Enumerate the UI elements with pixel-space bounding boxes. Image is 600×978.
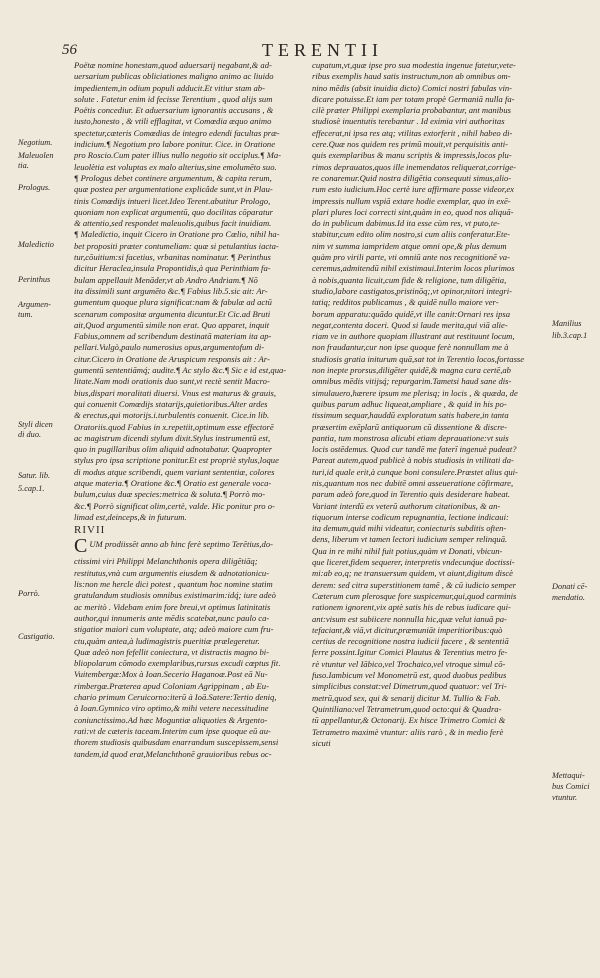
text-line: plari plures loci correcti sint,quàm in eo, quod nos aliquā- <box>312 206 514 217</box>
text-line: certius de recognitione nostra iudicii facere , & sententiā <box>312 636 509 647</box>
text-line: litate.Nam modi orationis duo sunt,vt rectè sentit Macro- <box>74 376 270 387</box>
text-line: & erectus,qui motorijs.i.turbulentis conuenit. Cice.in lib. <box>74 410 270 421</box>
text-line: bulam appellauit Menāder,vt ab Andro Andriam.¶ Nō <box>74 274 258 285</box>
text-line: studiosè inuentutis terebantur . Id eximia viri authoritas <box>312 116 505 127</box>
text-line: gumentū sententiāmq́; audite.¶ Ac stylo &c.¶ Sic e id est,qua- <box>74 365 287 376</box>
text-line: omnibus mēdis vitijsq́; repurgarim.Tametsi haud sane dis- <box>312 376 512 387</box>
margin-note: Negotium. <box>18 138 53 147</box>
text-line: fuso.Iambicum vel Monometrū est, quod duobus pedibus <box>312 670 507 681</box>
margin-note: Prologus. <box>18 183 51 192</box>
margin-note: tia. <box>18 161 29 170</box>
text-line: cupatum,vt,quæ ipse pro sua modestia ingenue fatetur,vete- <box>312 60 516 70</box>
text-line: studiosis gratia initurum quā,sat tot in Terentio locos,fortasse <box>312 353 525 364</box>
text-line: qui conuenit Comœdijs statarijs,quietioribus.Alter ardes <box>74 398 268 409</box>
text-line: author,qui innumeris ante mēdis scatebat,nunc paulo ca- <box>74 612 270 623</box>
text-line: chario primum Ceruicorno:iterū à Ioā.Satere:Tertio deniq, <box>74 692 277 703</box>
drop-capital: C <box>74 536 88 557</box>
text-line: Oratoriis.quod Fabius in x.repetiit,optimum esse effectorē <box>74 421 274 432</box>
text-line: cere.Quæ nos quidem res primū mouit,vt perquisitis anti- <box>312 139 508 150</box>
text-line: impressis nullum vspiā extare hodie exemplar, quo in exē- <box>312 195 511 206</box>
margin-note: 5.cap.1. <box>18 484 45 493</box>
margin-note: Styli dicen <box>18 420 53 429</box>
text-line: Quæ adeò non fefellit coniectura, vt distractis magno bi- <box>74 646 270 657</box>
left-text-column <box>74 60 302 760</box>
text-line: sicuti <box>312 737 331 748</box>
text-line: limad est,deinceps,& in futurum. <box>74 511 187 522</box>
text-line: derem: sed citra superstitionem tamē , & cū iudicio semper <box>312 579 516 590</box>
text-line: bet propositi præter contumeliam: quæ si petulantius iacta- <box>74 240 279 251</box>
text-line: re conaremur.Quid nostra diligētia consequuti simus,alio- <box>312 172 512 183</box>
text-line: atque materia.¶ Oratione &c.¶ Oratio est generale voca- <box>74 477 272 488</box>
running-title: TERENTII <box>262 40 383 60</box>
text-line: Variant interdū ex veterū authorum citationibus, & an- <box>312 500 501 511</box>
text-line: pro Roscio.Cum pater illius nullo negotio sit occiplus.¶ Ma- <box>74 150 282 161</box>
text-line: à nobis,quanta licuit,cum fide & religione, tum diligētia, <box>312 274 507 285</box>
margin-note: di duo. <box>18 430 42 439</box>
page-number: 56 <box>62 42 77 58</box>
text-line: thorem studiosis quibusdam enarrandum suscepissem,sensi <box>74 737 279 748</box>
text-line: tiquorum interse codicum repugnantia, lectione indicaui: <box>312 511 509 522</box>
text-line: indicium.¶ Negotium pro labore ponitur. Cice. in Oratione <box>74 139 276 150</box>
text-line <box>74 536 302 556</box>
text-line: lis:non me hercle dici potest , quantum hoc nomine statim <box>74 579 273 590</box>
text-line: Cæterum cum plerosque fore suspicemur,qui,quod carminis <box>312 590 517 601</box>
text-line: bliopolarum cōmodo exemplaribus,rursus excudi cœptus fit. <box>74 658 281 669</box>
text-line: ¶ Prologus debet continere argumentum, & capita rerum, <box>74 172 272 183</box>
text-line: citur.Cicero in Oratione de Aruspicum responsis ait : Ar- <box>74 353 270 364</box>
text-line: restitutus,vnà cum argumentis eiusdem & adnotationicu- <box>74 567 270 578</box>
text-line: rum esto iudicium.Hoc certè iure affirmare posse videor,ex <box>312 184 514 195</box>
text-line: scenarum compositæ argumenta dicuntur.Et Cic.ad Bruti <box>74 308 271 319</box>
text-line: ita demum,quid mihi videatur, coniecturis subditis often- <box>312 523 507 534</box>
text-line: tefaciant,& viā,vt dicitur,præmuniāt imperitioribus:quò <box>312 624 503 635</box>
text-line: non inepte prorsus,diligēter quidē,& magna cura certē,ab <box>312 365 511 376</box>
text-line: cilè præter Philippi exemplaria probabantur, ant manibus <box>312 105 511 116</box>
text-line: effecerat,ni ipsa res atq; vtilitas extorferit , nihil habeo di- <box>312 127 513 138</box>
text-line: quis exemplaribus & manu scriptis & impressis,locos plu- <box>312 150 512 161</box>
text-line: pellari.Vulgò,paulo numerosius opus,argumentofum di- <box>74 342 265 353</box>
margin-note: mendatio. <box>552 593 585 602</box>
text-line: quibus parum adhuc liqueat,ampliare , & quid in his po- <box>312 398 507 409</box>
text-line: à Ioan.Gymnico viro optimo,& mihi vetere necessitudine <box>74 703 269 714</box>
text-line: que liceret,fidem sequerer, interpretis vndecunq́ue doctissi- <box>312 557 515 568</box>
text-line: rimos deprauatos,quos ille inemendatos reliquerat,corrige- <box>312 161 517 172</box>
text-line: parum adeò fore,quod in Terentio quis desiderare habeat. <box>312 489 511 500</box>
text-line: rati:vt de cæteris taceam.Interim cum ipse quoque eū au- <box>74 725 271 736</box>
text-line: rimbergæ.Præterea apud Coloniam Agrippinam , ab Eu- <box>74 680 269 691</box>
margin-note: Mettaqui- <box>552 771 585 780</box>
text-line: Qua in re mihi nihil fuit potius,quàm vt Donati, vbicun- <box>312 545 503 556</box>
text-line: borum apparatu:quādo quidē,vt ille canit:Ornari res ipsa <box>312 308 511 319</box>
text-line: dens, liberum vt tamen lectori iudicium semper relinquā. <box>312 534 508 545</box>
text-line: dicitur Heraclea,insula Propontidis,à qua Perinthiam fa- <box>74 263 271 274</box>
text-line: stylus pro ipsa scriptione ponitur.Et est propriè stylus,loque <box>74 455 279 466</box>
text-line: bius,dispari moralitati diuersi. Vnus est maturus & grauis, <box>74 387 276 398</box>
margin-note: bus Comici <box>552 782 590 791</box>
text-line: quoniam non explicat argumentū, quo docilitas cōparatur <box>74 206 273 217</box>
page-header <box>62 40 565 62</box>
margin-note: lib.3.cap.1 <box>552 331 588 340</box>
text-line: ctu,quàm antea,à ludimagistris pueritiæ prælegeretur. <box>74 635 260 646</box>
text-line: rationem ignorent,vix aptè satis his de rebus iudicare qui- <box>312 602 511 613</box>
text-line: &c.¶ Porrò significat olim,certè, valde. Hic ponitur pro o- <box>74 500 275 511</box>
text-line: tissimum sequar,hauddū exploratum satis habere,in tanta <box>312 410 509 421</box>
text-line: solute . Fatetur enim id fecisse Terentium , quod alijs sum <box>74 93 273 104</box>
text-line: non fraudantur,cur non ipse quoque ferè nonnullam me à <box>312 342 509 353</box>
margin-note: Donati cē- <box>552 582 588 591</box>
text-line: tinis Comœdijs intueri licet.Ideo Terent.abutitur Prologo, <box>74 195 271 206</box>
text-line: ac meritò . Videbam enim fore breui,vt optimus latinitatis <box>74 601 271 612</box>
text-line: ribus exemplis haud satis instructum,non ab omnibus om- <box>312 71 511 82</box>
text-line: ita dissimili sunt argumēto &c.¶ Fabius lib.5.sic ait: Ar- <box>74 285 268 296</box>
text-line: iusto,honesto , & vtili efflagitat, vt Comœdia æquo animo <box>74 116 272 127</box>
text-line: Poëtæ nomine honestam,quod aduersarij negabant,& ad- <box>74 60 272 70</box>
text-line: Pareat autem,quod publicè à nobis studiosis in vtilitati da- <box>312 455 514 466</box>
text-line: simplicibus constat:vel Dimetrum,quod quatuor: vel Tri- <box>312 681 507 692</box>
margin-note: Porrò. <box>18 589 40 598</box>
text-line: turi,id quale erit,à cunque boni consulere.Præstet alius qui- <box>312 466 518 477</box>
text-line: tū appellantur,& Octonarij. Ex hisce Trimetro Comici & <box>312 715 506 726</box>
text-line: negat,contenta doceri. Quod si laude merita,qui viā alie- <box>312 319 508 330</box>
margin-note: Maledictio <box>18 240 54 249</box>
text-line: quæ postea per argumentatione explicâde sunt,vt in Plau- <box>74 184 273 195</box>
text-line: Fabius,omnem ad scribendum destinatā materiam ita ap- <box>74 331 272 342</box>
text-line: ceremus,admitendū nihil existimaui.Interim locos plurimos <box>312 263 515 274</box>
text-line: gratulandum studiosis omnibus existimarim:idq́; iure adeò <box>74 590 276 601</box>
text-line: mi:ab eo,q; ne transuersum quidem, vt aiunt,digitum discè <box>312 568 513 579</box>
margin-note: Argumen- <box>18 300 51 309</box>
text-line: ac magistrum dicendi stylum dixit.Stylus instrumentū est, <box>74 432 271 443</box>
text-line-content: UM prodiissēt anno ab hinc ferè septimo Terētius,do- <box>89 539 273 550</box>
text-line: bulum,cuius duæ species:metrica & soluta.¶ Porrò mo- <box>74 489 266 500</box>
text-line: tatiq; redditos publicamus , & quidē nullo maiore ver- <box>312 297 499 308</box>
text-line: ait,Quod argumentū simile non erat. Quo apparet, inquit <box>74 319 270 330</box>
text-line: ferre possint.Igitur Comici Plautus & Terentius metro fe- <box>312 647 508 658</box>
text-line: rè vtuntur vel Iābico,vel Trochaico,vel vtroque simul cō- <box>312 658 506 669</box>
text-line: nis,quantum nos nec dubitē omni asseueratione cōfirmare, <box>312 477 514 488</box>
text-line: locis ostēdemus. Quod cur tandē me faterī ingenuè pudeat? <box>312 444 517 455</box>
text-line: pantia, tum monstrosa alicubi etiam deprauatione:vt suis <box>312 432 509 443</box>
text-line: nino mēdis (absit inuidia dicto) Comici nostri fabulas vin- <box>312 82 513 93</box>
text-line: gumentum quoque plura significat:nam & fabulæ ad actū <box>74 297 272 308</box>
text-line: leuolètia est voluptas ex malo alterius,sine emolumēto suo. <box>74 161 277 172</box>
text-line: & attentio,sed respondet maleuolis,quibus facit inuidiam. <box>74 218 272 229</box>
text-line: quo in pugillaribus olim aliquid adnotabatur. Quapropter <box>74 444 273 455</box>
text-line: tur,cōuitium:si facetius, vrbanitas nominatur. ¶ Perinthus <box>74 252 271 263</box>
text-line: spectetur,cæteris Comœdias de integro edendi facultas præ- <box>74 127 280 138</box>
section-heading: RIVII <box>74 525 106 537</box>
text-line: ¶ Maledictio, inquit Cicero in Oratione pro Cœlio, nihil ha- <box>74 229 280 240</box>
text-line: uersarium publicas obliciationes maligno animo ac liuido <box>74 71 274 82</box>
text-line: ctissimi viri Philippi Melanchthonis opera diligētiāq; <box>74 556 258 567</box>
margin-note: tum. <box>18 310 33 319</box>
text-line: tandem,id quod erat,Melanchthonē grauioribus rebus oc- <box>74 748 272 759</box>
margin-note: Perinthus <box>18 275 51 284</box>
text-line: coniunctissimo.Ad hæc Moguntiæ aliquoties & Argento- <box>74 714 268 725</box>
text-line: quàm pro virili parte, vti omniū ante nos recognitionē va- <box>312 252 510 263</box>
text-line: Tetrametro maximè vtuntur: aliis rarò , & in medio ferè <box>312 726 504 737</box>
text-line: riam ve in authore quopiam illustrant aut restituunt locum, <box>312 331 515 342</box>
text-line: Poëtis concediur. Et aduersarium ignorantis accusans , & <box>74 105 274 116</box>
text-line: Vuitembergæ:Mox à Ioan.Secerio Haganoæ.Post eā Nu- <box>74 669 268 680</box>
text-line: stigatior maiori cum voluptate, atq; adeò maiore cum fru- <box>74 624 274 635</box>
text-line: impedientem,in odium populi adducit.Et vitiur stam ab- <box>74 82 265 93</box>
text-line: ant:visum est subiicere nonnulla hic,quæ velut ianuā pa- <box>312 613 507 624</box>
text-line: stabitur,cum edito olim nostro,si cum aliis conferatur.Ete- <box>312 229 511 240</box>
text-line: præsertim exēplarū antiquorum cū dissentione & discre- <box>312 421 507 432</box>
margin-note: Maleuolen <box>18 151 54 160</box>
text-line: Quintiliano:vel Tetrametrum,quod octo:qui & Quadra- <box>312 703 502 714</box>
text-line: nim vt summa iampridem atque omni ope,& plus demum <box>312 240 507 251</box>
text-line: metrū,quod sex, qui & senarij dicitur M. Tullio & Fab. <box>312 692 501 703</box>
margin-note: Castigatio. <box>18 632 55 641</box>
margin-note: vtuntur. <box>552 793 578 802</box>
margin-note: Manilius <box>552 319 582 328</box>
text-line: simulauero,hærere ipsum me plerisq; in locis , & quæda, de <box>312 387 518 398</box>
text-line: di modus atque scribendi, quem variant sententiæ, colores <box>74 466 275 477</box>
text-line: do in publicum dabimus.Id ita esse cùm res, vt puto,te- <box>312 218 500 229</box>
text-line: studio,labore castigatos,pristinōq;,vt opinor,nitori integri- <box>312 285 512 296</box>
text-line: dicare potuisse.Et iam per totam propè Germaniā nulla fa- <box>312 93 515 104</box>
margin-note: Satur. lib. <box>18 471 51 480</box>
right-text-column <box>312 60 550 749</box>
